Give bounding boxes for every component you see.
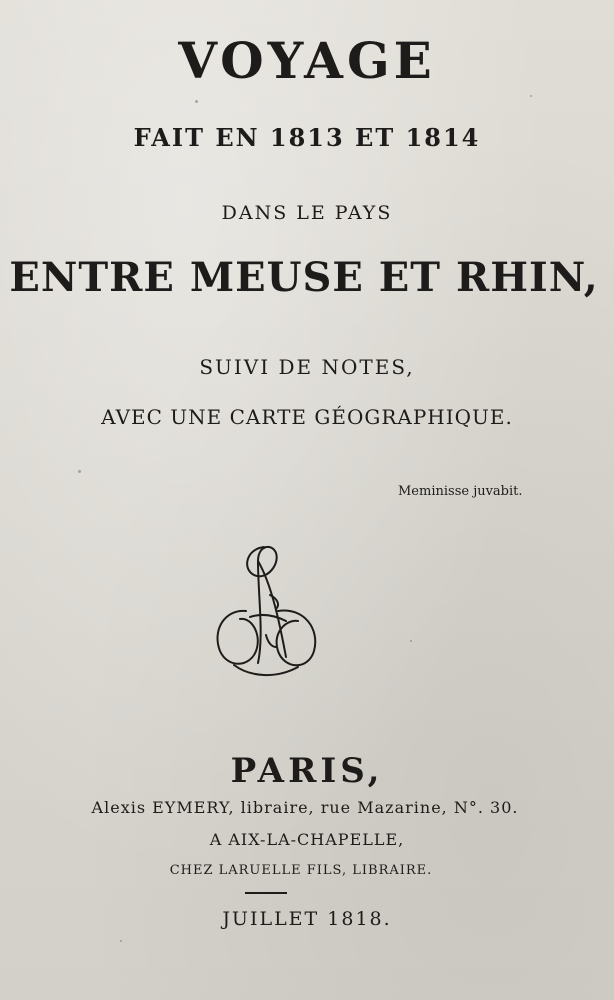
city-paris: PARIS, xyxy=(230,751,384,791)
map-line: AVEC UNE CARTE GÉOGRAPHIQUE. xyxy=(101,405,513,429)
paper-speck xyxy=(78,470,81,473)
initials-monogram-icon xyxy=(206,535,326,685)
notes-line: SUIVI DE NOTES, xyxy=(199,355,415,379)
publisher-paris: Alexis EYMERY, libraire, rue Mazarine, N°. 30. xyxy=(91,798,519,817)
book-title: VOYAGE xyxy=(178,31,436,90)
subtitle-pays: DANS LE PAYS xyxy=(221,202,393,224)
publisher-aix: CHEZ LARUELLE FILS, LIBRAIRE. xyxy=(169,863,433,878)
paper-speck xyxy=(195,100,198,103)
subtitle-years: FAIT EN 1813 ET 1814 xyxy=(133,123,481,152)
latin-motto: Meminisse juvabit. xyxy=(398,484,523,499)
divider-rule xyxy=(245,892,287,894)
publication-date: JUILLET 1818. xyxy=(222,908,392,930)
city-aix-la-chapelle: A AIX-LA-CHAPELLE, xyxy=(209,830,405,849)
subtitle-region: ENTRE MEUSE ET RHIN, xyxy=(9,254,599,301)
paper-speck xyxy=(120,940,122,942)
paper-speck xyxy=(530,95,532,97)
paper-speck xyxy=(410,640,412,642)
